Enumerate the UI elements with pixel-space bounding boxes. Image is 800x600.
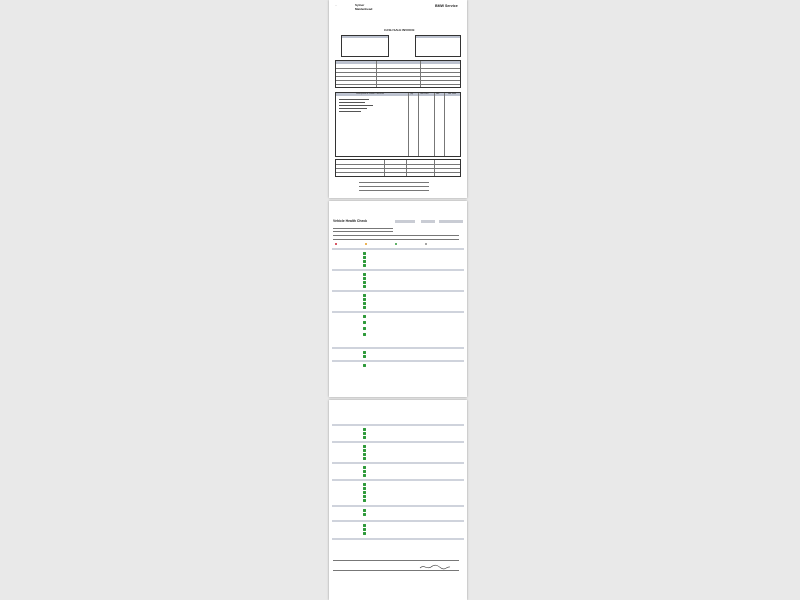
payment-details-lines	[359, 182, 429, 183]
health-check-page-2	[329, 400, 467, 600]
dealer-name-line1: Sytner	[355, 3, 365, 7]
signature-mark	[419, 564, 451, 570]
signature-line-2	[333, 570, 459, 571]
col-unit-header: Unit Price	[420, 93, 429, 95]
health-check-title: Vehicle Health Check	[333, 219, 368, 223]
totals-table	[335, 159, 461, 177]
col-total-header: Net Total	[448, 93, 456, 95]
legend-grey-icon	[425, 243, 427, 245]
line-items-table	[335, 92, 461, 157]
col-description-header: Description of Goods / Services	[356, 93, 385, 95]
delivery-address-box	[415, 35, 461, 57]
health-check-page-1	[329, 201, 467, 397]
vehicle-details-table	[335, 60, 461, 88]
col-qty-header: Qty	[410, 93, 414, 95]
col-vat-header: VAT	[436, 93, 440, 95]
dealer-name-small: —	[335, 5, 337, 7]
customer-address-box	[341, 35, 389, 57]
legend-green-icon	[395, 243, 397, 245]
invoice-title: CASH SALE INVOICE	[384, 28, 415, 32]
legend-red-icon	[335, 243, 337, 245]
brand-name: BMW Service	[435, 4, 458, 8]
invoice-page	[329, 0, 467, 198]
header-tab-2	[421, 220, 435, 223]
legend-amber-icon	[365, 243, 367, 245]
signature-line-1	[333, 560, 459, 561]
header-tab-3	[439, 220, 463, 223]
header-tab-1	[395, 220, 415, 223]
dealer-name-line2: Maidenhead	[355, 7, 373, 11]
